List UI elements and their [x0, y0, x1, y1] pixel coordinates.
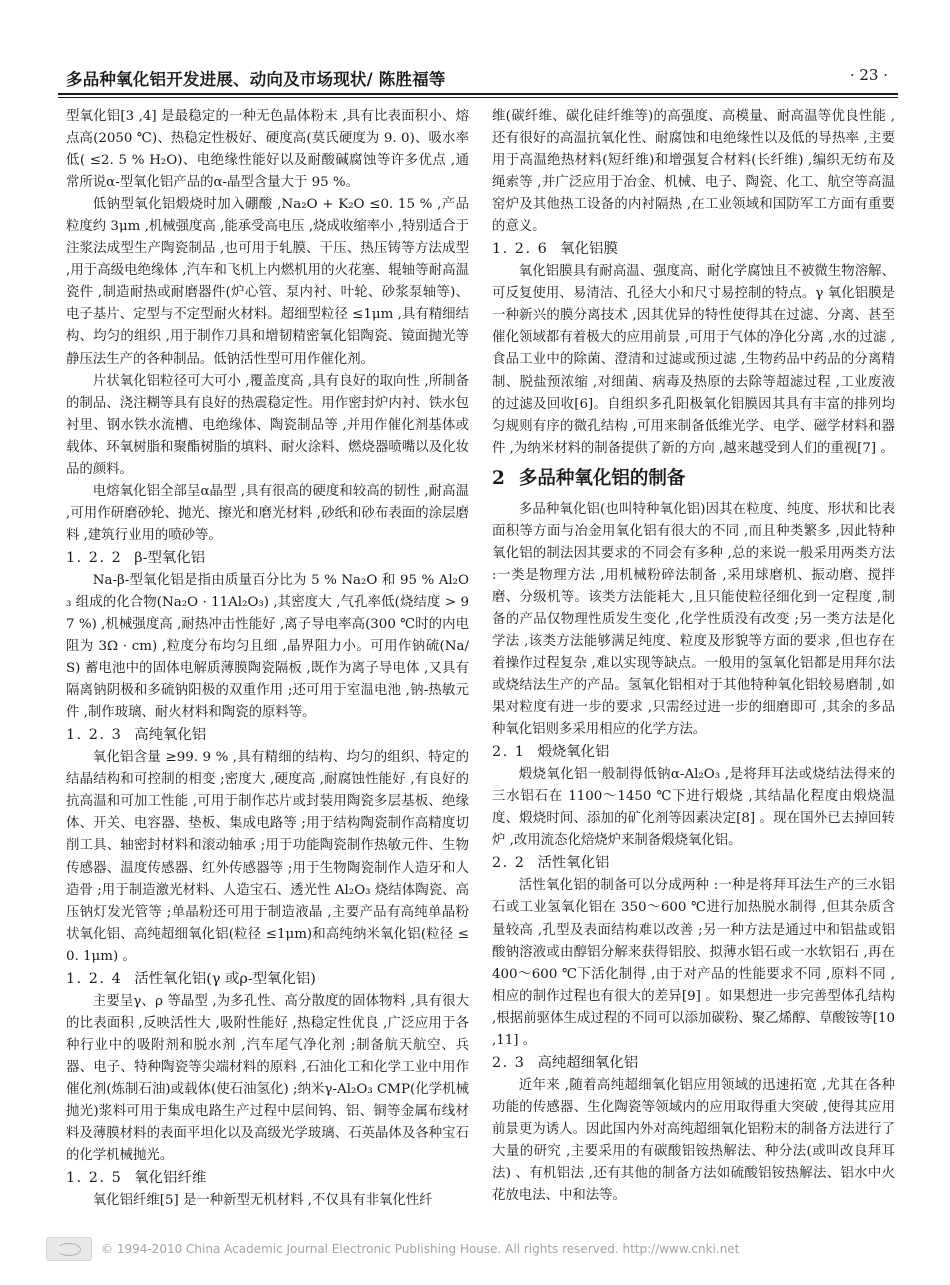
paragraph: Na-β-型氧化铝是指由质量百分比为 5 % Na₂O 和 95 % Al₂O₃ 组成的化合物(Na₂O · 11Al₂O₃) ,其密度大 ,气孔率低(烧结度 > 97 %) ,机械强度高 ,耐热冲击性能好 ,离子导电率高(300 ℃时的内电阻为 3Ω · cm) ,粒度分布均匀且细 ,晶界阻力小。可用作钠硫(Na/ S) 蓄电池中的固体电解质薄膜陶瓷隔板 ,既作为离子导电体 ,又具有隔离钠阴极和多硫钠阳极的双重作用 ;还可用于室温电池 ,钠-热敏元件 ,制作玻璃、耐火材料和陶瓷的原料等。: [66, 572, 469, 721]
paragraph: 煅烧氧化铝一般制得低钠α-Al₂O₃ ,是将拜耳法或烧结法得来的三水铝石在 1100～1450 ℃下进行煅烧 ,其结晶化程度由煅烧温度、煅烧时间、添加的矿化剂等因素决定[8] 。现在国外已去掉回转炉 ,改用流态化焙烧炉来制备煅烧氧化铝。: [492, 767, 895, 849]
section-number: 1. 2. 5: [66, 1170, 123, 1187]
section-heading: [66, 547, 469, 570]
section-number: 1. 2. 3: [66, 727, 123, 744]
paragraph: 低钠型氧化铝煅烧时加入硼酸 ,Na₂O + K₂O ≤0. 15 % ,产品粒度约 3μm ,机械强度高 ,能承受高电压 ,烧成收缩率小 ,特别适合于注浆法成型生产陶瓷制品 ,也可用于轧膜、干压、热压铸等方法成型 ,用于高级电绝缘体 ,汽车和飞机上内燃机用的火花塞、辊轴等耐高温瓷件 ,制造耐热或耐磨器件(炉心管、泵内衬、叶轮、砂浆泵轴等)、电子基片、定型与不定型耐火材料。超细型粒径 ≤1μm ,具有精细结构、均匀的组织 ,用于制作刀具和增韧精密氧化铝陶瓷、镜面抛光等静压法生产的各种制品。低钠活性型可用作催化剂。: [66, 197, 469, 367]
footer: [46, 1235, 906, 1265]
chapter-heading: [492, 466, 895, 492]
header-rule-thin: [58, 97, 898, 98]
running-header: [58, 58, 896, 92]
section-title: 活性氧化铝(γ 或ρ-型氧化铝): [134, 970, 316, 987]
paragraph: 氧化铝膜具有耐高温、强度高、耐化学腐蚀且不被微生物溶解、可反复使用、易清洁、孔径大小和尺寸易控制的特点。γ 氧化铝膜是一种新兴的膜分离技术 ,因其优异的特性使得其在过滤、分离、甚至催化领域都有着极大的应用前景 ,可用于气体的净化分离 ,水的过滤 ,食品工业中的除菌、澄清和过滤或预过滤 ,生物药品中药品的分离精制、脱盐预浓缩 ,对细菌、病毒及热原的去除等超滤过程 ,工业废液的过滤及回收[6]。自组织多孔阳极氧化铝膜因其具有丰富的排列均匀规则有序的微孔结构 ,可用来制备低维光学、电学、磁学材料和器件 ,为纳米材料的制备提供了新的方向 ,越来越受到人们的重视[7] 。: [492, 264, 895, 456]
section-heading: [492, 238, 895, 261]
paragraph: 电熔氧化铝全部呈α晶型 ,具有很高的硬度和较高的韧性 ,耐高温 ,可用作研磨砂轮、抛光、擦光和磨光材料 ,砂纸和砂布表面的涂层磨料 ,建筑行业用的喷砂等。: [66, 483, 469, 543]
header-rule-thick: [58, 93, 898, 95]
section-heading: [492, 852, 895, 875]
paragraph: 主要呈γ、ρ 等晶型 ,为多孔性、高分散度的固体物料 ,具有很大的比表面积 ,反映活性大 ,吸附性能好 ,热稳定性优良 ,广泛应用于各种行业中的吸附剂和脱水剂 ,汽车尾气净化剂 ;制备航天航空、兵器、电子、特种陶瓷等尖端材料的原料 ,石油化工和化学工业中用作催化剂(炼制石油)或载体(使石油氢化) ;纳米γ-Al₂O₃ CMP(化学机械抛光)浆料可用于集成电路生产过程中层间钨、铝、铜等金属布线材料及薄膜材料的表面平坦化以及高级光学玻璃、石英晶体及各种宝石的化学机械抛光。: [66, 993, 469, 1164]
section-title: 高纯超细氧化铝: [537, 1054, 639, 1071]
section-number: 2. 2: [492, 855, 526, 872]
paragraph: 氧化铝纤维[5] 是一种新型无机材料 ,不仅具有非氧化性纤: [92, 1193, 433, 1209]
right-column: [492, 106, 895, 1207]
chapter-number: 2: [492, 467, 505, 489]
section-heading: [66, 968, 469, 991]
section-number: 1. 2. 4: [66, 970, 123, 987]
paragraph: 型氧化铝[3 ,4] 是最稳定的一种无色晶体粉末 ,具有比表面积小、熔点高(2050 ℃)、热稳定性极好、硬度高(莫氏硬度为 9. 0)、吸水率低( ≤2. 5 % H₂O)、电绝缘性能好以及耐酸碱腐蚀等许多优点 ,通常所说α-型氧化铝产品的α-晶型含量大于 95 %。: [66, 109, 469, 191]
section-title: β-型氧化铝: [134, 549, 206, 566]
paragraph: 氧化铝含量 ≥99. 9 % ,具有精细的结构、均匀的组织、特定的结晶结构和可控制的相变 ;密度大 ,硬度高 ,耐腐蚀性能好 ,有良好的抗高温和可加工性能 ,可用于制作芯片或封装用陶瓷多层基板、绝缘体、开关、电容器、垫板、集成电路等 ;用于结构陶瓷制作高精度切削工具、轴密封材料和滚动轴承 ;用于功能陶瓷制作热敏元件、生物传感器、温度传感器、红外传感器等 ;用于生物陶瓷制作人造牙和人造骨 ;用于制造激光材料、人造宝石、透光性 Al₂O₃ 烧结体陶瓷、高压钠灯发光管等 ;单晶粉还可用于制造液晶 ,主要产品有高纯单晶粉状氧化铝、高纯超细氧化铝(粒径 ≤1μm)和高纯纳米氧化铝(粒径 ≤0. 1μm) 。: [66, 750, 469, 964]
section-title: 煅烧氧化铝: [537, 744, 610, 761]
section-title: 氧化铝纤维: [134, 1170, 207, 1187]
paragraph: 活性氧化铝的制备可以分成两种 :一种是将拜耳法生产的三水铝石或工业氢氧化铝在 350～600 ℃进行加热脱水制得 ,但其杂质含量较高 ,孔型及表面结构难以改善 ;另一种方法是通过中和铝盐或铝酸钠溶液或由醇铝分解来获得铝胶、拟薄水铝石或一水软铝石 ,再在 400～600 ℃下活化制得 ,由于对产品的性能要求不同 ,原料不同 ,相应的制作过程也有很大的差异[9] 。如果想进一步完善型体孔结构 ,根据前驱体生成过程的不同可以添加碳粉、聚乙烯醇、草酸铵等[10 ,11] 。: [492, 878, 895, 1048]
section-number: 2. 1: [492, 744, 526, 761]
paragraph: 多品种氧化铝(也叫特种氧化铝)因其在粒度、纯度、形状和比表面积等方面与冶金用氧化铝有很大的不同 ,而且种类繁多 ,因此特种氧化铝的制法因其要求的不同会有多种 ,总的来说一般采用两类方法 :一类是物理方法 ,用机械粉碎法制备 ,采用球磨机、振动磨、搅拌磨、分级机等。该类方法能耗大 ,且只能使粒径细化到一定程度 ,制备的产品仅物理性质发生变化 ,化学性质没有改变 ;另一类方法是化学法 ,该类方法能够满足纯度、粒度及形貌等方面的要求 ,但也存在着操作过程复杂 ,难以实现等缺点。一般用的氢氧化铝都是用拜尔法或烧结法生产的产品。氢氧化铝相对于其他特种氧化铝较易磨制 ,如果对粒度有进一步的要求 ,只需经过进一步的细磨即可 ,其余的多品种氧化铝则多采用相应的化学方法。: [492, 501, 895, 738]
section-heading: [492, 741, 895, 764]
left-column: [66, 106, 469, 1212]
section-title: 氧化铝膜: [560, 241, 618, 258]
chapter-title: 多品种氧化铝的制备: [518, 467, 686, 489]
section-number: 2. 3: [492, 1054, 526, 1071]
publisher-logo-icon: [46, 1237, 92, 1261]
section-number: 1. 2. 6: [492, 241, 549, 258]
paragraph: 片状氧化铝粒径可大可小 ,覆盖度高 ,具有良好的取向性 ,所制备的制品、浇注糊等具有良好的热震稳定性。用作密封炉内衬、铁水包衬里、钢水铁水流槽、电绝缘体、陶瓷制品等 ,并用作催化剂基体或载体、环氧树脂和聚酯树脂的填料、耐火涂料、燃烧器喷嘴以及化妆品的颜料。: [66, 373, 469, 477]
section-heading: [66, 1167, 469, 1190]
section-heading: [492, 1052, 895, 1075]
paragraph: 近年来 ,随着高纯超细氧化铝应用领域的迅速拓宽 ,尤其在各种功能的传感器、生化陶瓷等领域内的应用取得重大突破 ,使得其应用前景更为诱人。因此国内外对高纯超细氧化铝粉末的制备方法进行了大量的研究 ,主要采用的有碳酸铝铵热解法、种分法(或叫改良拜耳法) 、有机铝法 ,还有其他的制备方法如硫酸铝铵热解法、铝水中火花放电法、中和法等。: [492, 1077, 895, 1204]
page-number: · 23 ·: [849, 66, 888, 84]
running-title: 多品种氧化铝开发进展、动向及市场现状/ 陈胜福等: [66, 70, 446, 89]
copyright-notice: © 1994-2010 China Academic Journal Electronic Publishing House. All rights reserved. http://www.cnki.net: [101, 1242, 740, 1256]
section-number: 1. 2. 2: [66, 549, 123, 566]
section-title: 活性氧化铝: [537, 855, 610, 872]
section-title: 高纯氧化铝: [134, 727, 207, 744]
paragraph: 维(碳纤维、碳化硅纤维等)的高强度、高模量、耐高温等优良性能 ,还有很好的高温抗氧化性、耐腐蚀和电绝缘性以及低的导热率 ,主要用于高温绝热材料(短纤维)和增强复合材料(长纤维) ,编织无纺布及绳索等 ,并广泛应用于冶金、机械、电子、陶瓷、化工、航空等高温窑炉及其他热工设备的内衬隔热 ,在工业领域和国防军工方面有重要的意义。: [492, 109, 895, 235]
section-heading: [66, 724, 469, 747]
